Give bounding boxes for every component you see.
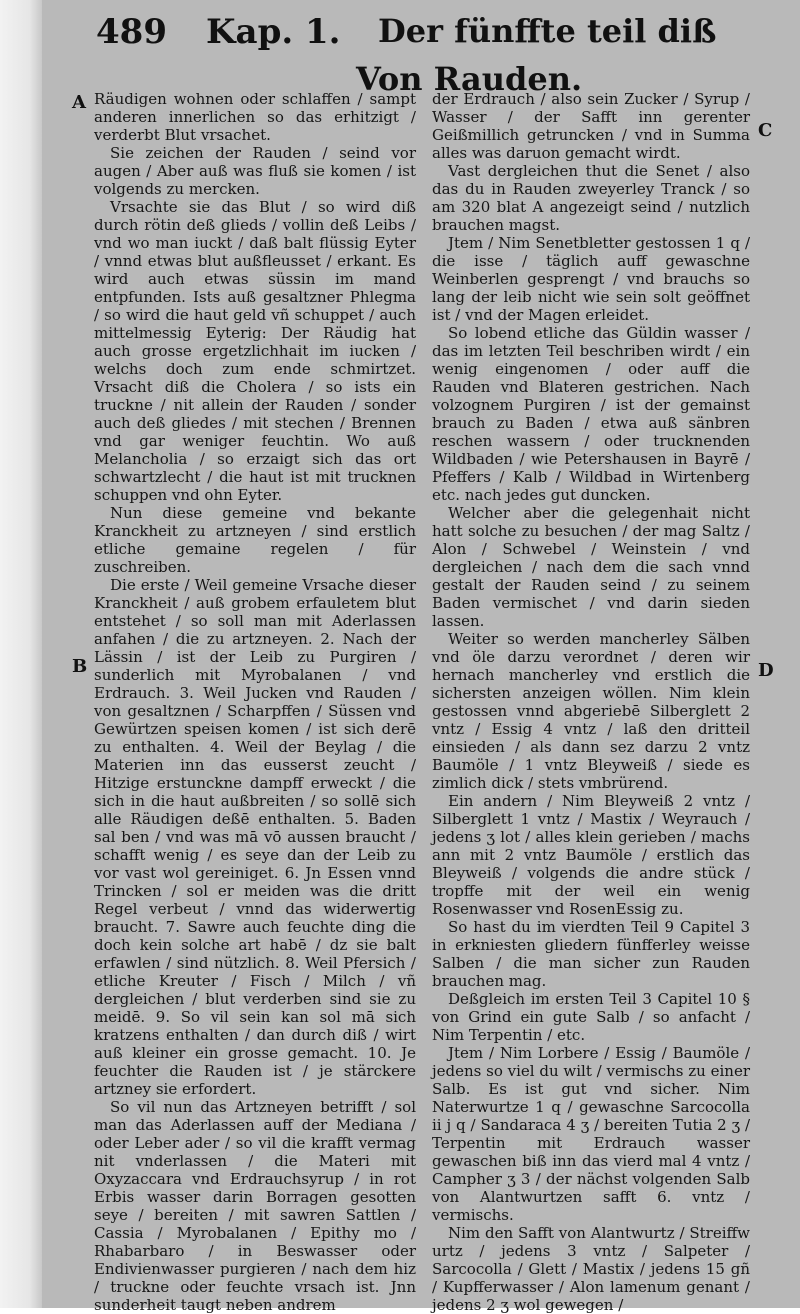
margin-letter-a: A (72, 92, 86, 113)
paragraph: Nun diese gemeine vnd bekante Kranckheit zu artzneyen / sind erstlich etliche gemaine regelen / für zuschreiben. (94, 504, 416, 576)
binding-gutter (0, 0, 42, 1308)
paragraph: der Erdrauch / also sein Zucker / Syrup / Wasser / der Safft inn gerenter Geißmillich getruncken / vnd in Summa alles was daruon gemacht wirdt. (432, 90, 750, 162)
margin-letter-d: D (758, 660, 774, 681)
section-heading: Von Rauden. (356, 60, 583, 98)
paragraph: Weiter so werden mancherley Sälben vnd öle darzu verordnet / deren wir hernach mancherley vnd erstlich die sichersten anzeigen wöllen. Nim klein gestossen vnnd abgeriebē Silberglett 2 vntz / Essig 4 vntz / laß den dritteil einsieden / als dann sez darzu 2 vntz Baumöle / 1 vntz Bleyweiß / siede es zimlich dick / stets vmbrürend. (432, 630, 750, 792)
paragraph: Nim den Safft von Alantwurtz / Streiffw urtz / jedens 3 vntz / Salpeter / Sarcocolla / Glett / Mastix / jedens 15 gñ / Kupfferwasser / Alon lamenum genant / jedens 2 ʒ wol gewegen / (432, 1224, 750, 1314)
paragraph: So vil nun das Artzneyen betrifft / sol man das Aderlassen auff der Mediana / oder Leber ader / so vil die krafft vermag nit vnderlassen / die Materi mit Oxyzaccara vnd Erdrauchsyrup / in rot Erbis wasser darin Borragen gesotten seye / bereiten / mit sawren Sattlen / Cassia / Myrobalanen / Epithy mo / Rhabarbaro / in Beswasser oder Endivienwasser purgieren / nach dem hiz / truckne oder feuchte vrsach ist. Jnn sunderheit taugt neben andrem (94, 1098, 416, 1314)
paragraph: Jtem / Nim Senetbletter gestossen 1 q / die isse / täglich auff gewaschne Weinberlen gesprengt / vnd brauchs so lang der leib nicht wie sein solt geöffnet ist / vnd der Magen erleidet. (432, 234, 750, 324)
margin-letter-b: B (72, 656, 88, 677)
folio-number: 489 (96, 12, 167, 52)
paragraph: Vast dergleichen thut die Senet / also das du in Rauden zweyerley Tranck / so am 320 blat A angezeigt seind / nutzlich brauchen magst. (432, 162, 750, 234)
paragraph: Räudigen wohnen oder schlaffen / sampt anderen innerlichen so das erhitzigt / verderbt Blut vrsachet. (94, 90, 416, 144)
paragraph: Jtem / Nim Lorbere / Essig / Baumöle / jedens so viel du wilt / vermischs zu einer Salb. Es ist gut vnd sicher. Nim Naterwurtze 1 q / gewaschne Sarcocolla ii j q / Sandaraca 4 ʒ / bereiten Tutia 2 ʒ / Terpentin mit Erdrauch wasser gewaschen biß inn das vierd mal 4 vntz / Campher ʒ 3 / der nächst volgenden Salb von Alantwurtzen safft 6. vntz / vermischs. (432, 1044, 750, 1224)
margin-letter-c: C (758, 120, 773, 141)
paragraph: Ein andern / Nim Bleyweiß 2 vntz / Silberglett 1 vntz / Mastix / Weyrauch / jedens ʒ lot / alles klein gerieben / machs ann mit 2 vntz Baumöle / erstlich das Bleyweiß / volgends die andre stück / tropffe mit der weil ein wenig Rosenwasser vnd RosenEssig zu. (432, 792, 750, 918)
paragraph: Die erste / Weil gemeine Vrsache dieser Kranckheit / auß grobem erfauletem blut entstehet / so soll man mit Aderlassen anfahen / die zu artzneyen. 2. Nach der Lässin / ist der Leib zu Purgiren / sunderlich mit Myrobalanen / vnd Erdrauch. 3. Weil Jucken vnd Rauden / von gesaltznen / Scharpffen / Süssen vnd Gewürtzen speisen komen / ist sich derē zu enthalten. 4. Weil der Beylag / die Materien inn das eusserst zeucht / Hitzige erstunckne dampff erweckt / die sich in die haut außbreiten / so sollē sich alle Räudigen deßē enthalten. 5. Baden sal ben / vnd was mā vō aussen braucht / schafft wenig / es seye dan der Leib zu vor vast wol gereiniget. 6. Jn Essen vnnd Trincken / sol er meiden was die dritt Regel verbeut / vnnd das widerwertig braucht. 7. Sawre auch feuchte ding die doch kein solche art habē / dz sie balt erfawlen / sind nützlich. 8. Weil Pfersich / etliche Kreuter / Fisch / Milch / vñ dergleichen / blut verderben sind sie zu meidē. 9. So vil sein kan sol mā sich kratzens enthalten / dan durch diß / wirt auß kleiner ein grosse gemacht. 10. Je feuchter die Rauden ist / je stärckere artzney sie erfordert. (94, 576, 416, 1098)
paragraph: Vrsachte sie das Blut / so wird diß durch rötin deß glieds / vollin deß Leibs / vnd wo man iuckt / daß balt flüssig Eyter / vnnd etwas blut außfleusset / erkant. Es wird auch etwas süssin im mand entpfunden. Ists auß gesaltzner Phlegma / so wird die haut geld vñ schuppet / auch mittelmessig Eyterig: Der Räudig hat auch grosse ergetzlichhait im iucken / welchs doch zum ende schmirtzet. Vrsacht diß die Cholera / so ists ein truckne / nit allein der Rauden / sonder auch deß gliedes / mit stechen / Brennen vnd gar weniger feuchtin. Wo auß Melancholia / so erzaigt sich das ort schwartzlecht / die haut ist mit trucknen schuppen vnd ohn Eyter. (94, 198, 416, 504)
left-text-column (94, 90, 416, 1314)
paragraph: So hast du im vierdten Teil 9 Capitel 3 in erkniesten gliedern fünfferley weisse Salben / die man sicher zun Rauden brauchen mag. (432, 918, 750, 990)
right-text-column (432, 90, 750, 1314)
chapter-label: Kap. 1. (206, 12, 341, 52)
paragraph: Deßgleich im ersten Teil 3 Capitel 10 § von Grind ein gute Salb / so anfacht / Nim Terpentin / etc. (432, 990, 750, 1044)
paragraph: Welcher aber die gelegenhait nicht hatt solche zu besuchen / der mag Saltz / Alon / Schwebel / Weinstein / vnd dergleichen / nach dem die sach vnnd gestalt der Rauden seind / zu seinem Baden vermischet / vnd darin sieden lassen. (432, 504, 750, 630)
running-title: Der fünffte teil diß (378, 12, 717, 50)
paragraph: Sie zeichen der Rauden / seind vor augen / Aber auß was fluß sie komen / ist volgends zu mercken. (94, 144, 416, 198)
paragraph: So lobend etliche das Güldin wasser / das im letzten Teil beschriben wirdt / ein wenig eingenomen / oder auff die Rauden vnd Blateren gestrichen. Nach volzognem Purgiren / ist der gemainst brauch zu Baden / etwa auß sänbren reschen wassern / oder trucknenden Wildbaden / wie Petershausen in Bayrē / Pfeffers / Kalb / Wildbad in Wirtenberg etc. nach jedes gut duncken. (432, 324, 750, 504)
